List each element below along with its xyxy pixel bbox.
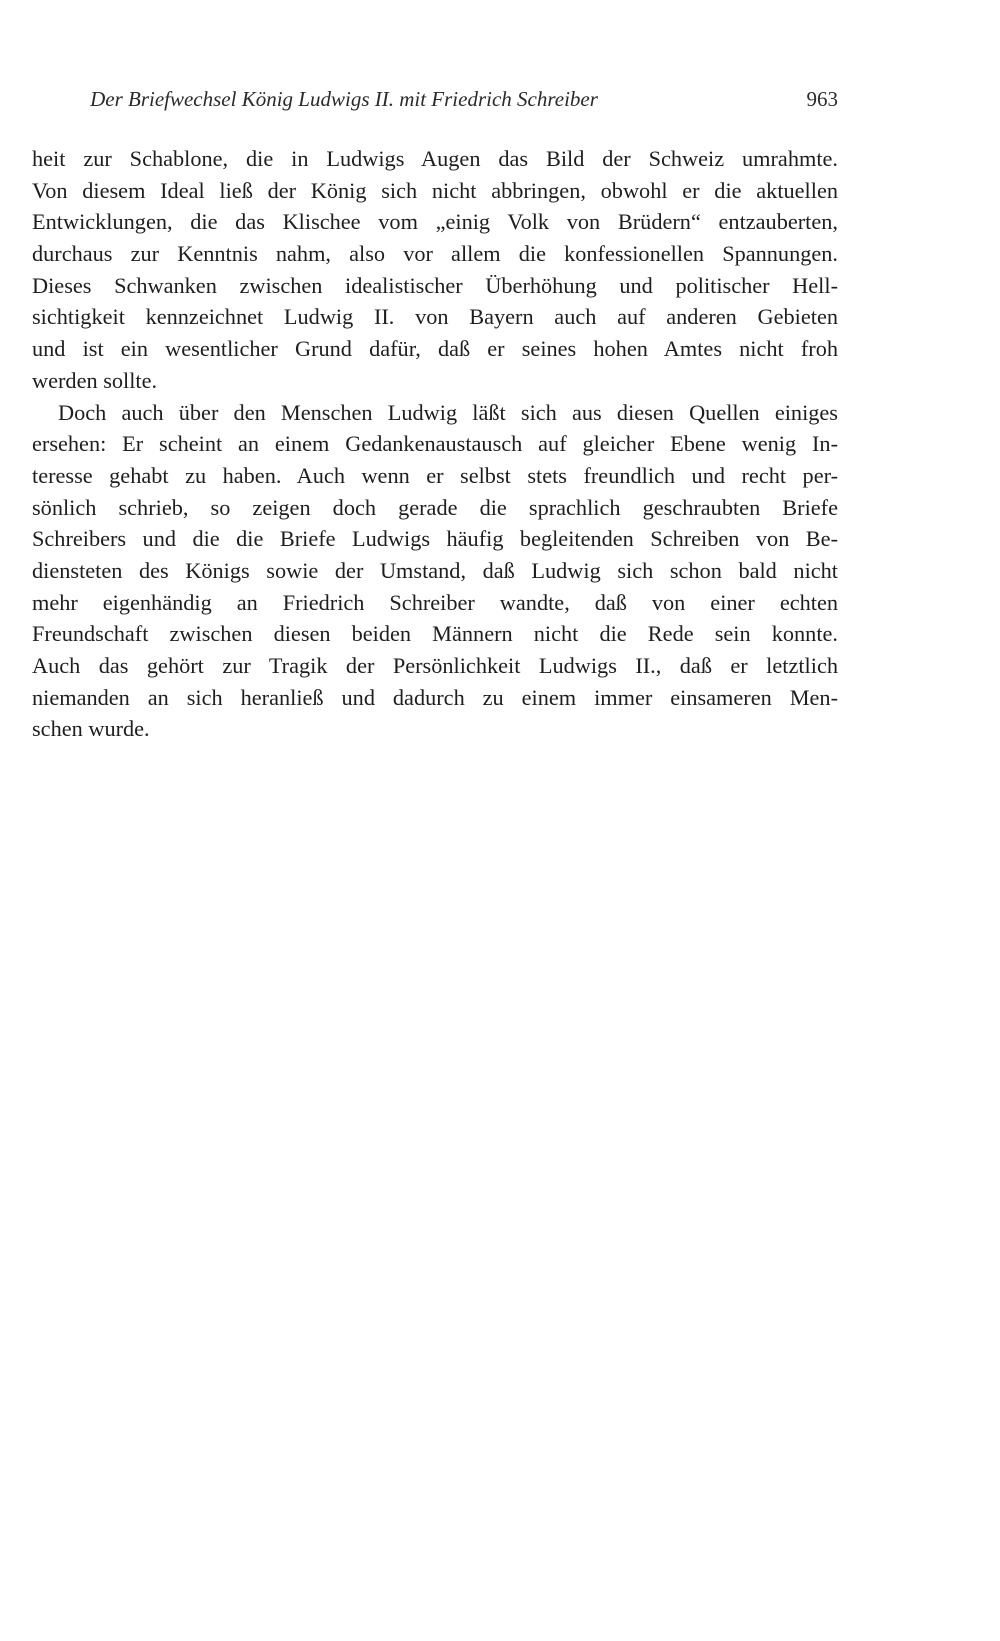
- text-line: diensteten des Königs sowie der Umstand, daß Ludwig sich schon bald nicht: [32, 557, 838, 583]
- text-line: und ist ein wesentlicher Grund dafür, daß er seines hohen Amtes nicht froh: [32, 336, 838, 362]
- paragraph-1: [32, 143, 838, 397]
- text-line: Freundschaft zwischen diesen beiden Männern nicht die Rede sein konnte.: [32, 621, 838, 647]
- text-line: werden sollte.: [32, 367, 158, 393]
- text-line: Von diesem Ideal ließ der König sich nicht abbringen, obwohl er die aktuellen: [32, 177, 838, 203]
- text-line: durchaus zur Kenntnis nahm, also vor allem die konfessionellen Spannungen.: [32, 241, 838, 267]
- text-line: heit zur Schablone, die in Ludwigs Augen das Bild der Schweiz umrahmte.: [32, 146, 838, 171]
- body-text: [32, 143, 838, 745]
- text-line: Dieses Schwanken zwischen idealistischer Überhöhung und politischer Hell-: [32, 272, 838, 298]
- paragraph-2: [32, 397, 838, 746]
- running-head: [30, 84, 838, 114]
- text-line: niemanden an sich heranließ und dadurch zu einem immer einsameren Men-: [32, 684, 838, 710]
- text-line: Auch das gehört zur Tragik der Persönlichkeit Ludwigs II., daß er letztlich: [32, 653, 838, 678]
- text-line: Entwicklungen, die das Klischee vom „einig Volk von Brüdern“ entzauberten,: [32, 209, 838, 235]
- text-line: sönlich schrieb, so zeigen doch gerade die sprachlich geschraubten Briefe: [32, 494, 838, 520]
- page-number: 963: [806, 87, 838, 111]
- text-line: Schreibers und die die Briefe Ludwigs häufig begleitenden Schreiben von Be-: [32, 526, 838, 552]
- text-line: teresse gehabt zu haben. Auch wenn er selbst stets freundlich und recht per-: [32, 462, 838, 488]
- running-title: Der Briefwechsel König Ludwigs II. mit Friedrich Schreiber: [90, 87, 598, 111]
- text-line: ersehen: Er scheint an einem Gedankenaustausch auf gleicher Ebene wenig In-: [32, 431, 838, 457]
- text-line: sichtigkeit kennzeichnet Ludwig II. von Bayern auch auf anderen Gebieten: [32, 304, 838, 330]
- text-line: mehr eigenhändig an Friedrich Schreiber wandte, daß von einer echten: [32, 589, 838, 615]
- text-line: schen wurde.: [32, 716, 150, 742]
- text-line: Doch auch über den Menschen Ludwig läßt sich aus diesen Quellen einiges: [58, 399, 838, 425]
